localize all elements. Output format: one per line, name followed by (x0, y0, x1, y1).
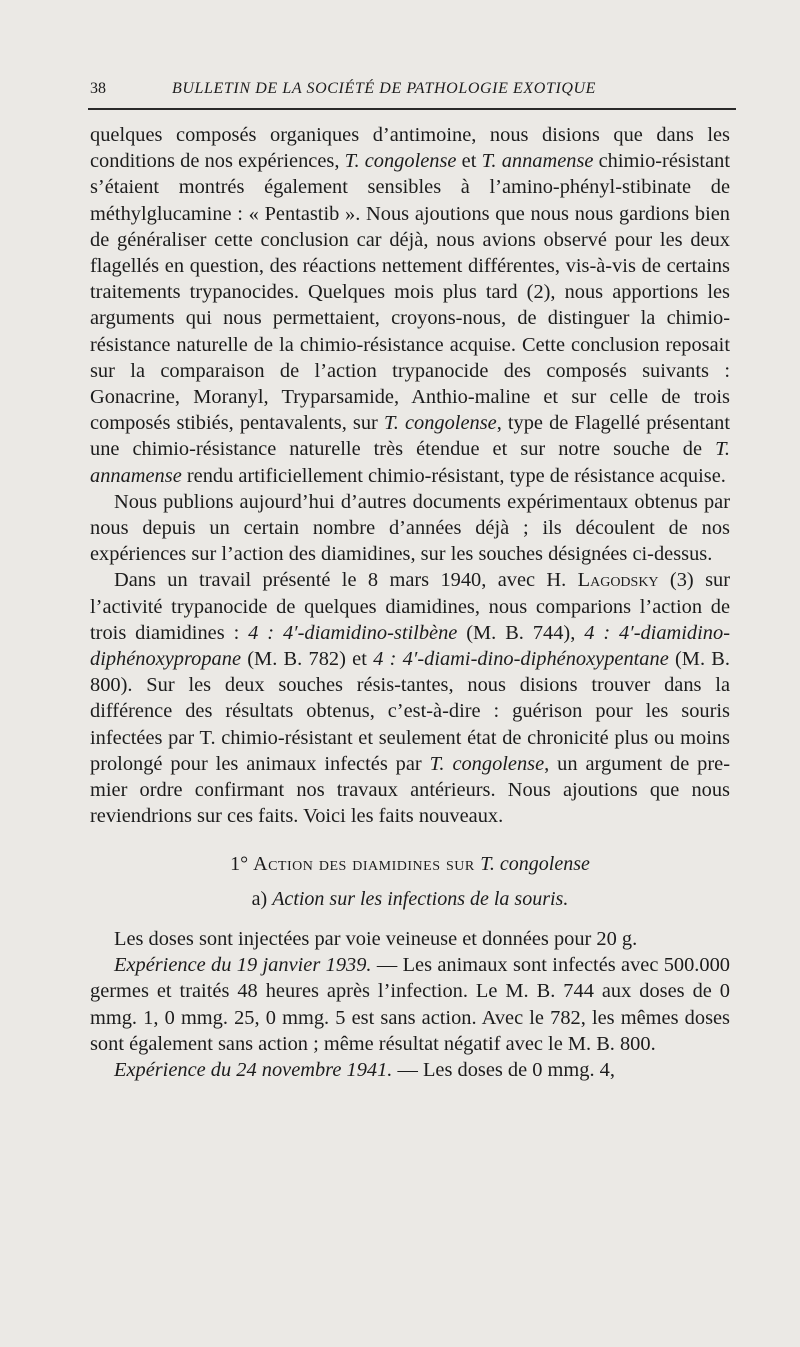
header-rule (88, 108, 736, 110)
text-run: (3) sur l’activité trypanocide de quelques diamidines, nous comparions l’action de trois diamidines : (90, 569, 730, 644)
compound-name: 4 : 4′-diami-dino-diphénoxypentane (373, 648, 669, 671)
compound-name: 4 : 4′-diamidino-diphénoxypropane (90, 621, 730, 671)
experiment-title: Expérience du 24 novembre 1941. (114, 1058, 393, 1081)
species-name: T. annamense (481, 150, 594, 173)
paragraph-1 (90, 122, 730, 489)
subsection-marker: a) (251, 887, 273, 910)
text-run: , un argument de pre-mier ordre confirmant nos travaux antérieurs. Nous ajoutions que nous reviendrions sur ces faits. Voici les faits nouveaux. (90, 752, 730, 828)
text-run: et (456, 150, 482, 173)
text-run: (M. B. 800). Sur les deux souches résis-tantes, nous disions trouver dans la différence des résultats obtenus, c’est-à-dire : guérison pour les souris infectées par T. chimio-résistant et seulement état de chronicité plus ou moins prolongé pour les animaux infectés par (90, 648, 731, 775)
section-number: 1° (230, 853, 254, 876)
species-name: T. annamense (90, 438, 730, 487)
text-run: , type de Flagellé présentant une chimio-résistance naturelle très étendue et sur notre souche de (90, 412, 730, 461)
paragraph-5 (90, 952, 730, 1057)
species-name: T. congolense (344, 150, 457, 173)
paragraph-3 (90, 567, 730, 829)
running-title: BULLETIN DE LA SOCIÉTÉ DE PATHOLOGIE EXOTIQUE (172, 80, 597, 97)
text-run: Dans un travail présenté le 8 mars 1940, avec H. (114, 569, 578, 592)
species-name: T. congolense (429, 752, 545, 775)
body-text (90, 122, 730, 1083)
page-number: 38 (90, 80, 106, 97)
text-run: — Les doses de 0 mmg. 4, (392, 1058, 615, 1081)
paragraph-6 (90, 1057, 730, 1083)
text-run: chimio-résistant s’étaient montrés également sensibles à l’amino-phényl-stibinate de méthylglucamine : « Pentastib ». Nous ajoutions que nous nous gardions bien de généraliser cette conclusion car déjà, nous avions observé pour les deux flagellés en question, des réactions nettement différentes, vis-à-vis de certains traitements trypanocides. Quelques mois plus tard (2), nous apportions les arguments qui nous permettaient, croyons-nous, de distinguer la chimio-résistance naturelle de la chimio-résistance acquise. Cette conclusion reposait sur la comparaison de l’action trypanocide des composés suivants : Gonacrine, Moranyl, Tryparsamide, Anthio-maline et sur celle de trois composés stibiés, pentavalents, sur (90, 150, 731, 435)
text-run: quelques composés organiques d’antimoine, nous disions que dans les conditions de nos expériences, (90, 124, 730, 173)
species-name: T. congolense (480, 853, 590, 876)
paragraph-4: Les doses sont injectées par voie veineuse et données pour 20 g. (114, 927, 638, 950)
text-run: (M. B. 744), (457, 621, 585, 644)
text-run: — Les animaux sont infectés avec 500.000 germes et traités 48 heures après l’infection. Le M. B. 744 aux doses de 0 mmg. 1, 0 mmg. 25, 0 mmg. 5 est sans action. Avec le 782, les mêmes doses sont également sans action ; même résultat négatif avec le M. B. 800. (90, 954, 730, 1055)
section-heading (90, 851, 730, 877)
species-name: T. congolense (383, 412, 497, 435)
text-run: rendu artificiellement chimio-résistant, type de résistance acquise. (181, 464, 726, 487)
author-name: Lagodsky (577, 569, 659, 592)
page-header (90, 80, 730, 106)
subsection-title: Action sur les infections de la souris. (272, 887, 569, 910)
subsection-heading (90, 886, 730, 912)
compound-name: 4 : 4′-diamidino-stilbène (248, 621, 458, 644)
text-run: (M. B. 782) et (241, 648, 374, 671)
section-title: Action des diamidines sur (253, 853, 481, 876)
experiment-title: Expérience du 19 janvier 1939. (114, 954, 372, 977)
paragraph-2: Nous publions aujourd’hui d’autres documents expérimentaux obtenus par nous depuis un certain nombre d’années déjà ; ils découlent de nos expériences sur l’action des diamidines, sur les souches désignées ci-dessus. (90, 490, 730, 566)
